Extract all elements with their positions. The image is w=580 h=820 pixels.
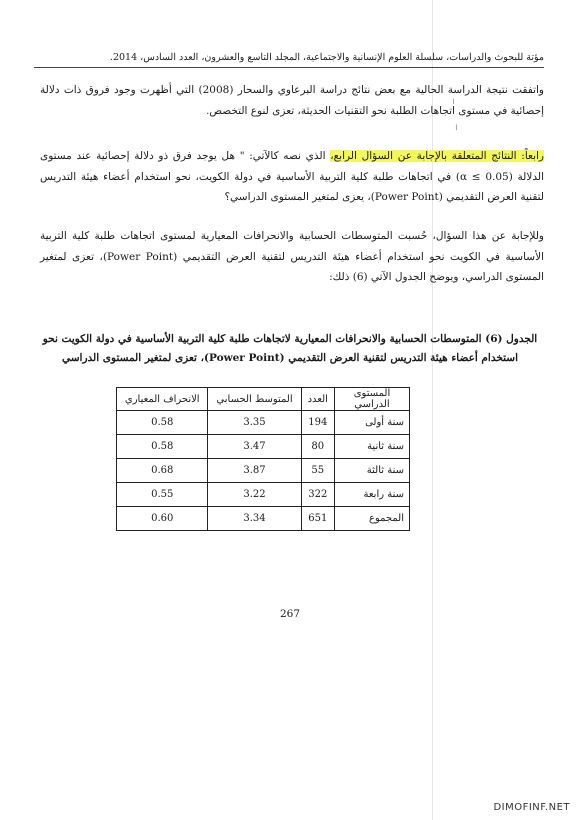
paragraph-question-four xyxy=(40,146,544,208)
table-header-row xyxy=(117,388,410,411)
cell-count: 322 xyxy=(301,483,334,507)
cell-level: سنة أولى xyxy=(335,411,410,435)
cell-std-dev: 0.68 xyxy=(117,459,208,483)
cell-mean: 3.22 xyxy=(208,483,301,507)
cell-mean: 3.35 xyxy=(208,411,301,435)
cell-std-dev: 0.60 xyxy=(117,507,208,531)
paragraph-study-agreement: واتفقت نتيجة الدراسة الحالية مع بعض نتائج دراسة البرعاوي والسحار (2008) التي أظهرت وجود فروق ذات دلالة إحصائية في مستوى اتجاهات الطلبة نحو التقنيات الحديثة، تعزى لنوع التخصص. xyxy=(40,84,544,117)
cell-level: سنة ثانية xyxy=(335,435,410,459)
header-level: المستوى الدراسي xyxy=(335,388,410,411)
page-fold-line xyxy=(432,0,433,820)
question-text: الذي نصه كالآتي: " هل يوجد فرق ذو دلالة إحصائية عند مستوى الدلالة (α ≤ 0.05) في اتجاهات طلبة كلية التربية الأساسية في دولة الكويت، نحو استخدام أعضاء هيئة التدريس لتقنية العرض التقديمي (Power Point)، يعزى لمتغير المستوى الدراسي؟ xyxy=(40,150,544,203)
cell-count: 194 xyxy=(301,411,334,435)
cell-level: سنة ثالثة xyxy=(335,459,410,483)
table-row xyxy=(117,411,410,435)
cell-mean: 3.34 xyxy=(208,507,301,531)
table-caption: الجدول (6) المتوسطات الحسابية والانحرافات المعيارية لاتجاهات طلبة كلية التربية الأساسية في دولة الكويت نحو استخدام أعضاء هيئة التدريس لتقنية العرض التقديمي (Power Point)، تعزى لمتغير المستوى الدراسي xyxy=(42,333,538,364)
cell-std-dev: 0.55 xyxy=(117,483,208,507)
cell-mean: 3.87 xyxy=(208,459,301,483)
cell-std-dev: 0.58 xyxy=(117,435,208,459)
margin-tick-mark: ı xyxy=(455,122,458,133)
watermark-text: DIMOFINF.NET xyxy=(493,802,570,813)
header-std-dev: الانحراف المعياري xyxy=(117,388,208,411)
cell-count: 80 xyxy=(301,435,334,459)
table-row xyxy=(117,435,410,459)
highlighted-heading: رابعاً: النتائج المتعلقة بالإجابة عن السؤال الرابع، xyxy=(330,150,544,162)
page-number: 267 xyxy=(279,608,301,620)
results-table xyxy=(116,387,410,531)
table-row xyxy=(117,459,410,483)
header-mean: المتوسط الحسابي xyxy=(208,388,301,411)
header-divider xyxy=(34,67,544,68)
margin-tick-mark: ı xyxy=(452,96,455,107)
cell-level: سنة رابعة xyxy=(335,483,410,507)
cell-level: المجموع xyxy=(335,507,410,531)
cell-count: 55 xyxy=(301,459,334,483)
cell-count: 651 xyxy=(301,507,334,531)
header-count: العدد xyxy=(301,388,334,411)
table-row xyxy=(117,483,410,507)
journal-header: مؤتة للبحوث والدراسات، سلسلة العلوم الإنسانية والاجتماعية، المجلد التاسع والعشرون، العدد السادس، 2014. xyxy=(109,52,544,63)
table-row-total xyxy=(117,507,410,531)
cell-std-dev: 0.58 xyxy=(117,411,208,435)
cell-mean: 3.47 xyxy=(208,435,301,459)
paragraph-answer-intro: وللإجابة عن هذا السؤال، حُسبت المتوسطات الحسابية والانحرافات المعيارية لمستوى اتجاهات طلبة كلية التربية الأساسية في الكويت نحو استخدام أعضاء هيئة التدريس لتقنية العرض التقديمي (Power Point)، تعزى لمتغير المستوى الدراسي، ويوضح الجدول الآتي (6) ذلك: xyxy=(40,230,544,283)
